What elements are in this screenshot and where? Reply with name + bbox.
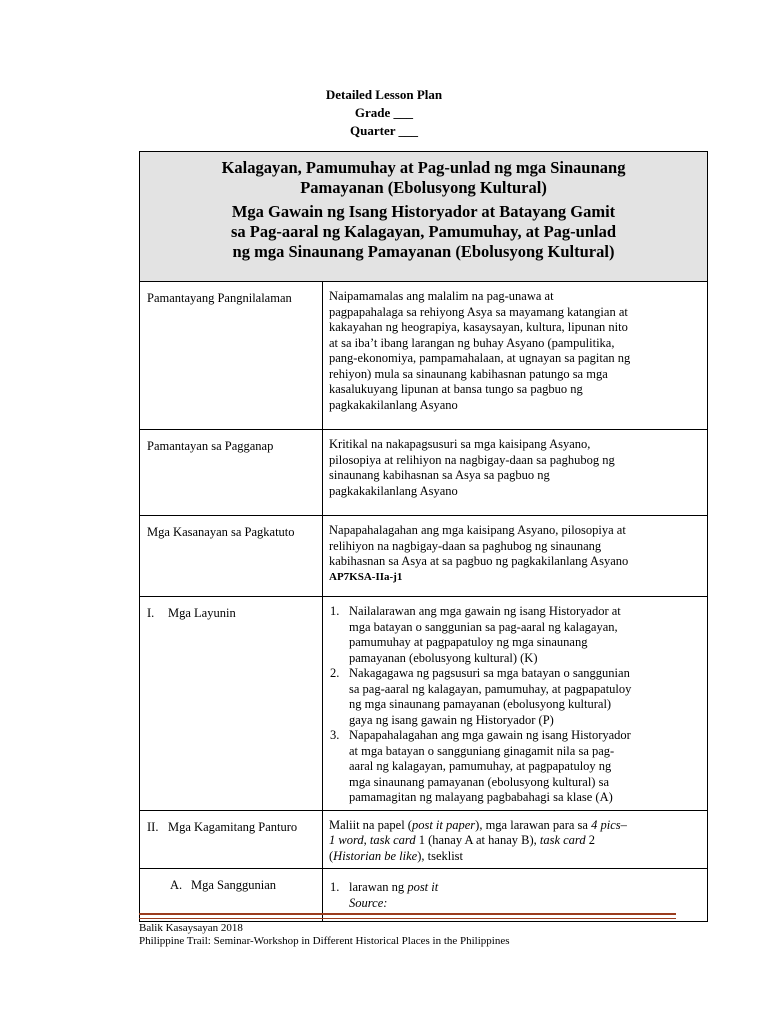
italic-run: 4 pics–: [591, 817, 627, 832]
item-number: 1.: [330, 604, 340, 618]
lesson-title: [148, 202, 699, 262]
materials-label: [140, 810, 323, 869]
performance-standard-text: [323, 430, 708, 516]
text-run: 1 (hanay A at hanay B),: [415, 833, 540, 847]
text-line: sa pag-aaral ng kalagayan, pamumuhay, at pagpapatuloy: [349, 681, 632, 696]
text-line: Naipamamalas ang malalim na pag-unawa at: [329, 289, 554, 303]
text-line: mga batayan o sanggunian sa pag-aaral ng kalagayan,: [349, 619, 618, 634]
topic-line: Kalagayan, Pamumuhay at Pag-unlad ng mga Sinaunang: [221, 158, 626, 177]
text-line: aaral ng kalagayan, pamumuhay, at pagpapatuloy ng: [349, 759, 612, 773]
grade-line: Grade ___: [354, 105, 414, 120]
quarter-line: Quarter ___: [350, 123, 418, 138]
objectives-list: [329, 604, 702, 806]
topic-line: Pamayanan (Ebolusyong Kultural): [300, 178, 547, 197]
text-line: ng mga sinaunang pamayanan (ebolusyong kultural): [349, 697, 612, 711]
text-line: relihiyon na nagbigay-daan sa paghubog ng sinaunang: [329, 538, 602, 553]
text-line: Napapahalagahan ang mga kaisipang Asyano, pilosopiya at: [329, 523, 626, 537]
text-line: pang-ekonomiya, pampamahalaan, at ugnayan sa pagitan ng: [329, 351, 631, 365]
text-line: at mga batayan o sangguniang ginagamit nila sa pag-: [349, 743, 615, 758]
italic-run: post it: [407, 880, 439, 894]
document-header: [0, 86, 768, 140]
text-run: ,: [363, 833, 370, 847]
text-line: [329, 833, 702, 849]
item-number: 1.: [330, 880, 340, 894]
text-run: ), mga larawan para sa: [475, 817, 592, 832]
performance-standard-row: [140, 430, 708, 516]
references-list: [329, 880, 702, 896]
reference-item: [329, 880, 702, 896]
text-line: [329, 849, 702, 865]
objectives-heading: Mga Layunin: [168, 606, 236, 620]
objectives-row: [140, 597, 708, 811]
objectives-list-cell: [323, 597, 708, 811]
text-line: Nakagagawa ng pagsusuri sa mga batayan o sanggunian: [349, 666, 630, 680]
text-run: (: [329, 848, 334, 863]
text-line: Napapahalagahan ang mga gawain ng isang Historyador: [349, 728, 631, 742]
italic-run: post it paper: [411, 817, 476, 832]
text-line: [329, 818, 702, 834]
content-standard-label: Pamantayang Pangnilalaman: [140, 282, 323, 430]
text-run: 2: [585, 833, 595, 847]
text-line: pamumuhay at pagpapatuloy ng mga sinaunang: [349, 635, 588, 649]
text-line: Nailalarawan ang mga gawain ng isang Historyador at: [349, 604, 621, 618]
roman-numeral: I.: [147, 606, 155, 620]
roman-numeral: II.: [147, 819, 159, 834]
text-line: pagpapahalaga sa rehiyong Asya sa mayamang katangian at: [329, 304, 628, 319]
text-line: kakayahan ng heograpiya, kasaysayan, kultura, lipunan nito: [329, 320, 628, 334]
italic-run: Historian be like: [333, 848, 418, 863]
competency-text: [323, 516, 708, 597]
text-run: ), tseklist: [417, 848, 464, 863]
text-line: gaya ng isang gawain ng Historyador (P): [349, 712, 554, 727]
text-line: pamayanan (ebolusyong kultural) (K): [349, 650, 538, 665]
footer-line: Philippine Trail: Seminar-Workshop in Different Historical Places in the Philippines: [139, 935, 510, 947]
objective-item: [329, 666, 702, 728]
title-line: ng mga Sinaunang Pamayanan (Ebolusyong Kultural): [232, 242, 615, 261]
text-line: kabihasnan sa Asya at sa pagbuo ng pagkakilanlang Asyano: [329, 554, 629, 568]
text-line: sinaunang kabihasnan sa Asya sa pagbuo ng: [329, 468, 550, 482]
source-label: Source:: [349, 895, 388, 910]
letter-marker: A.: [170, 878, 183, 892]
title-line: Mga Gawain ng Isang Historyador at Batayang Gamit: [231, 202, 616, 221]
materials-text: [323, 810, 708, 869]
text-line: kasalukuyang lipunan at bansa tungo sa pagbuo ng: [329, 382, 583, 396]
title-row: [140, 152, 708, 282]
footer-rule-thin: [139, 918, 676, 919]
italic-run: task card: [539, 833, 586, 847]
text-line: rehiyon) mula sa sinaunang kabihasnan patungo sa mga: [329, 366, 608, 381]
competency-code: AP7KSA-IIa-j1: [329, 570, 403, 583]
text-line: Kritikal na nakapagsusuri sa mga kaisipang Asyano,: [329, 437, 591, 451]
lesson-topic: [148, 158, 699, 198]
text-run: larawan ng: [349, 880, 408, 894]
text-line: at sa iba’t ibang larangan ng buhay Asyano (pampulitika,: [329, 335, 615, 350]
text-run: Maliit na papel (: [329, 817, 412, 832]
references-heading: Mga Sanggunian: [191, 878, 277, 892]
footer-line: Balik Kasaysayan 2018: [139, 922, 243, 934]
competency-row: [140, 516, 708, 597]
text-line: pilosopiya at relihiyon na nagbigay-daan sa paghubog ng: [329, 452, 615, 467]
title-cell: [140, 152, 708, 282]
footer: [139, 922, 510, 948]
item-number: 2.: [330, 666, 340, 680]
competency-label: Mga Kasanayan sa Pagkatuto: [140, 516, 323, 597]
text-line: pamamagitan ng malayang pagbabahagi sa klase (A): [349, 790, 613, 804]
text-line: mga sinaunang pamayanan (ebolusyong kultural) sa: [349, 774, 609, 789]
title-line: sa Pag-aaral ng Kalagayan, Pamumuhay, at Pag-unlad: [230, 222, 617, 241]
content-standard-row: [140, 282, 708, 430]
content-standard-text: [323, 282, 708, 430]
footer-rule: [139, 913, 676, 915]
materials-row: [140, 810, 708, 869]
performance-standard-label: Pamantayan sa Pagganap: [140, 430, 323, 516]
materials-heading: Mga Kagamitang Panturo: [168, 819, 298, 834]
objective-item: [329, 728, 702, 806]
lesson-plan-table: [139, 151, 708, 922]
document-type: Detailed Lesson Plan: [325, 87, 443, 102]
text-line: pagkakakilanlang Asyano: [329, 483, 458, 498]
objectives-label: [140, 597, 323, 811]
text-line: pagkakakilanlang Asyano: [329, 397, 458, 412]
item-number: 3.: [330, 728, 340, 742]
italic-run: task card: [369, 833, 416, 847]
objective-item: [329, 604, 702, 666]
italic-run: 1 word: [329, 833, 364, 847]
